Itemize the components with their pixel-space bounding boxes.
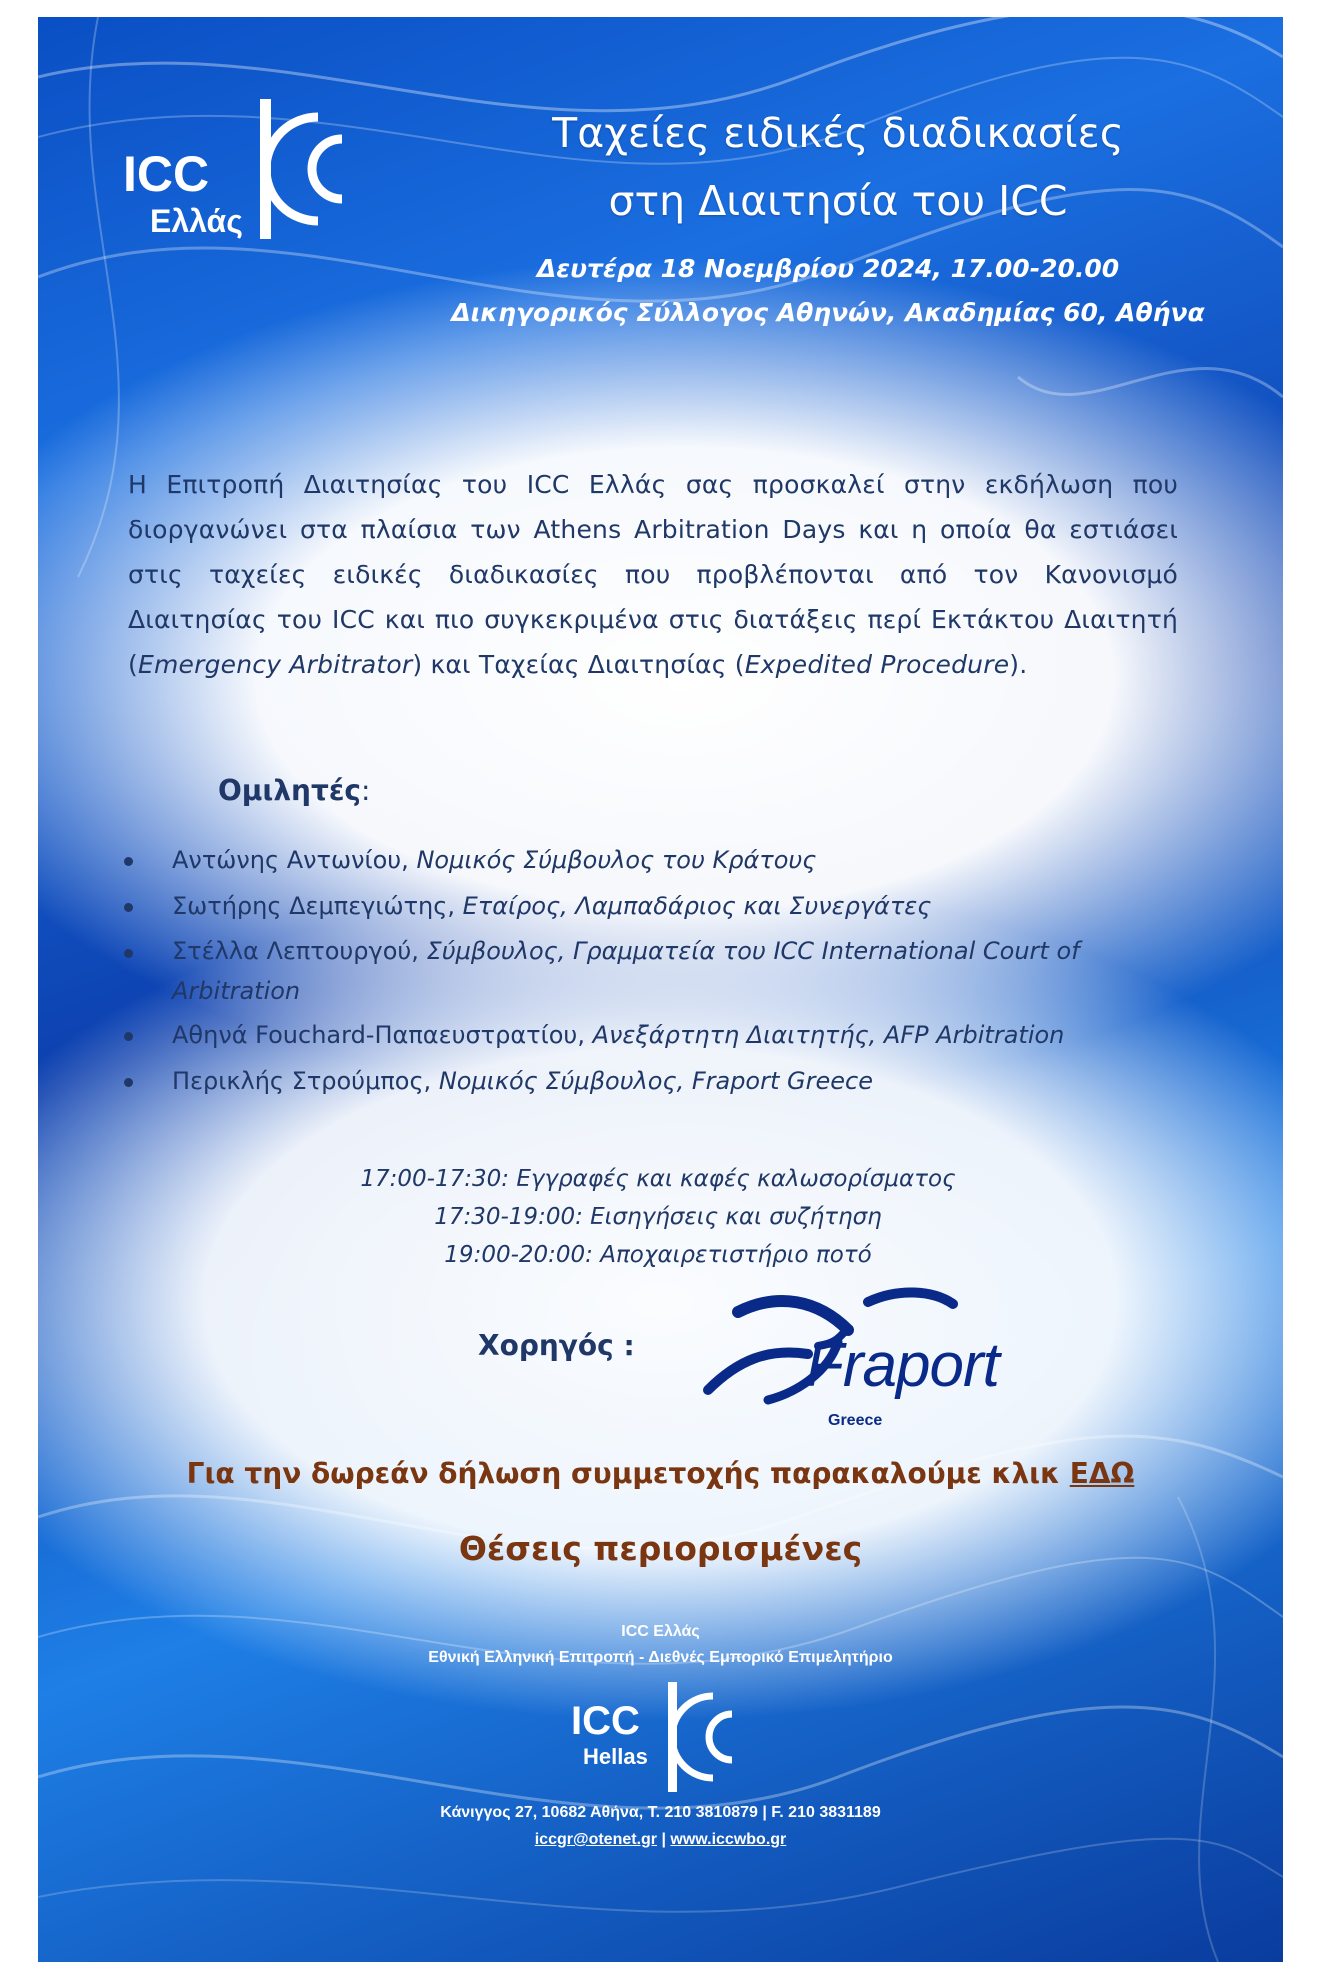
intro-text-1: Η Επιτροπή Διαιτησίας του ICC Ελλάς σας προσκαλεί στην εκδήλωση που διοργανώνει στα πλαίσια των Athens Arbitration Days και η οποία θα εστιάσει στις ταχείες ειδικές διαδικασίες που προβλέπονται από τον Κανονισμό Διαιτησίας του ICC και πιο συγκεκριμένα στις διατάξεις περί Εκτάκτου Διαιτητή (	[128, 470, 1178, 679]
fraport-wordmark: Fraport	[806, 1331, 999, 1400]
schedule-item: 17:00-17:30: Εγγραφές και καφές καλωσορίσματος	[360, 1166, 956, 1192]
speaker-name: Περικλής Στρούμπος,	[172, 1067, 439, 1095]
intro-text-3: ).	[1009, 650, 1028, 679]
speaker-role: Νομικός Σύμβουλος, Fraport Greece	[438, 1067, 873, 1095]
footer-org-full: Εθνική Ελληνική Επιτροπή - Διεθνές Εμπορικό Επιμελητήριο	[428, 1649, 893, 1666]
speakers-list	[88, 839, 1198, 1106]
fraport-logo	[698, 1282, 1028, 1442]
speaker-role: Ανεξάρτητη Διαιτητής, AFP Arbitration	[592, 1021, 1065, 1049]
email-link[interactable]: iccgr@otenet.gr	[534, 1831, 658, 1848]
speaker-role: Σύμβουλος, Γραμματεία του ICC International Court of Arbitration	[172, 937, 1080, 1005]
limited-seats: Θέσεις περιορισμένες	[458, 1529, 863, 1568]
event-venue: Δικηγορικός Σύλλογος Αθηνών, Ακαδημίας 60, Αθήνα	[451, 298, 1205, 327]
intro-paragraph	[128, 462, 1178, 687]
logo-sub-text: Ελλάς	[150, 203, 243, 239]
footer-org: ICC Ελλάς	[621, 1623, 700, 1640]
bullet-icon	[124, 1032, 133, 1041]
speaker-name: Αθηνά Fouchard-Παπαευστρατίου,	[172, 1021, 593, 1049]
speaker-item	[88, 1060, 1198, 1103]
intro-italic-2: Expedited Procedure	[744, 650, 1010, 679]
speaker-name: Αντώνης Αντωνίου,	[172, 846, 417, 874]
speakers-colon: :	[361, 774, 371, 807]
speaker-item	[88, 839, 1198, 882]
logo-icc-text: ICC	[571, 1699, 640, 1743]
footer-address: Κάνιγγος 27, 10682 Αθήνα, Τ. 210 3810879 | F. 210 3831189	[440, 1804, 881, 1821]
speaker-role: Νομικός Σύμβουλος του Κράτους	[416, 846, 817, 874]
event-flyer	[38, 17, 1283, 1962]
fraport-sub: Greece	[828, 1412, 883, 1429]
footer-contacts	[38, 1831, 1283, 1849]
intro-text-2: ) και Ταχείας Διαιτησίας (	[412, 650, 745, 679]
sponsor-label: Χορηγός :	[478, 1329, 635, 1362]
register-link[interactable]: ΕΔΩ	[1069, 1457, 1135, 1490]
website-link[interactable]: www.iccwbo.gr	[670, 1831, 787, 1848]
icc-mark-icon	[668, 1682, 738, 1792]
event-title-line2: στη Διαιτησία του ICC	[608, 177, 1068, 225]
bullet-icon	[124, 949, 133, 958]
registration-cta	[38, 1457, 1283, 1490]
footer-separator: |	[657, 1831, 671, 1848]
schedule-item: 19:00-20:00: Αποχαιρετιστήριο ποτό	[444, 1242, 872, 1268]
cta-text: Για την δωρεάν δήλωση συμμετοχής παρακαλούμε κλικ	[186, 1457, 1070, 1490]
speakers-label: Ομιλητές	[218, 774, 362, 807]
event-title-line1: Ταχείες ειδικές διαδικασίες	[552, 109, 1124, 157]
speaker-item	[88, 1014, 1198, 1057]
schedule-item: 17:30-19:00: Εισηγήσεις και συζήτηση	[434, 1204, 882, 1230]
event-date: Δευτέρα 18 Νοεμβρίου 2024, 17.00-20.00	[536, 254, 1120, 283]
bullet-icon	[124, 857, 133, 866]
bullet-icon	[124, 1078, 133, 1087]
bullet-icon	[124, 903, 133, 912]
speaker-role: Εταίρος, Λαμπαδάριος και Συνεργάτες	[462, 892, 932, 920]
icc-mark-icon	[260, 99, 350, 239]
speakers-heading	[218, 774, 370, 807]
speaker-name: Στέλλα Λεπτουργού,	[172, 937, 427, 965]
intro-italic-1: Emergency Arbitrator	[137, 650, 413, 679]
logo-sub-text: Hellas	[583, 1744, 648, 1769]
logo-icc-text: ICC	[123, 146, 210, 202]
speaker-item	[88, 931, 1198, 1011]
speaker-name: Σωτήρης Δεμπεγιώτης,	[172, 892, 463, 920]
schedule	[238, 1160, 1078, 1274]
speaker-item	[88, 885, 1198, 928]
